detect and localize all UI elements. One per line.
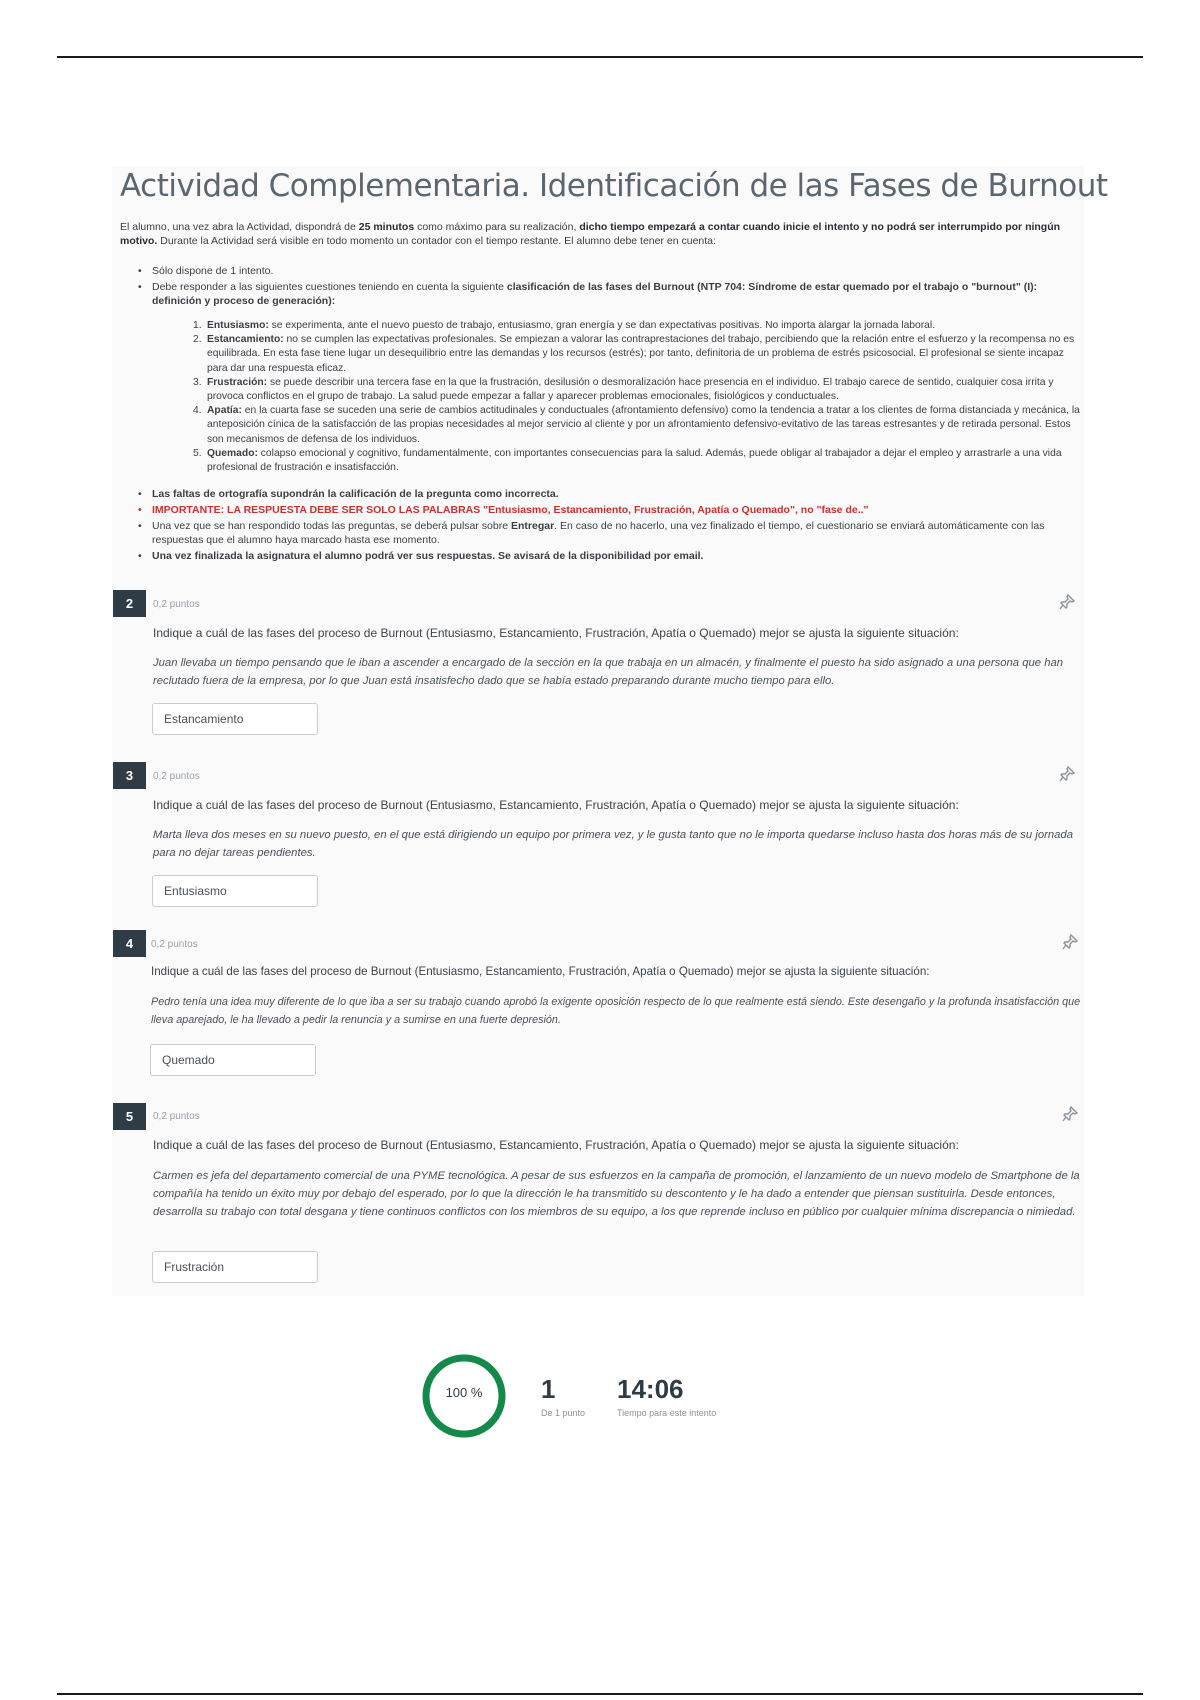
intro-text-c: Durante la Actividad será visible en todo momento un contador con el tiempo restante. El alumno debe tener en cuenta: — [157, 235, 716, 247]
score-points: 1 — [541, 1374, 556, 1404]
phase-number: 5. — [193, 447, 202, 459]
intro-paragraph — [120, 220, 1075, 248]
question-prompt: Indique a cuál de las fases del proceso de Burnout (Entusiasmo, Estancamiento, Frustración, Apatía o Quemado) mejor se ajusta la siguiente situación: — [153, 798, 959, 812]
phase-number: 2. — [193, 334, 202, 346]
phase-name: Entusiasmo: — [207, 320, 269, 331]
question-case: Marta lleva dos meses en su nuevo puesto, en el que está dirigiendo un equipo por primera vez, y le gusta tanto que no le importa quedarse incluso hasta dos horas más de su jornada para no dejar tareas pendientes. — [153, 829, 1074, 859]
question-points: 0,2 puntos — [153, 771, 200, 782]
question-number: 5 — [113, 1103, 146, 1130]
question-points: 0,2 puntos — [153, 1111, 200, 1122]
question-number: 3 — [113, 762, 146, 789]
intro-text-b: como máximo para su realización, — [414, 221, 580, 233]
rules-list-bottom — [138, 487, 1078, 565]
question-number: 4 — [113, 930, 146, 957]
question-points: 0,2 puntos — [153, 599, 200, 610]
question-prompt: Indique a cuál de las fases del proceso de Burnout (Entusiasmo, Estancamiento, Frustración, Apatía o Quemado) mejor se ajusta la siguiente situación: — [153, 626, 959, 640]
rule-classification — [138, 280, 1078, 308]
phase-text: colapso emocional y cognitivo, fundamentalmente, con importantes consecuencias para la salud. Además, puede obligar al trabajador a dejar el empleo y arrastrarle a una vida profesional de frustración e insatisfacción. — [207, 447, 1062, 474]
phase-number: 1. — [193, 320, 202, 331]
phase-item — [193, 447, 1081, 475]
score-points-label: De 1 punto — [541, 1408, 586, 1418]
phase-name: Apatía: — [207, 405, 242, 417]
answer-input[interactable]: Quemado — [150, 1044, 316, 1076]
phase-name: Estancamiento: — [207, 334, 284, 346]
page-bottom-rule — [57, 1693, 1143, 1695]
phase-item — [193, 376, 1081, 404]
pin-icon[interactable] — [1059, 594, 1075, 610]
question-case: Carmen es jefa del departamento comercial de una PYME tecnológica. A pesar de sus esfuerzos en la campaña de promoción, el lanzamiento de un nuevo modelo de Smartphone de la compañía ha tenido un éxito muy por debajo del esperado, por lo que la dirección le ha transmitido su descontento y le ha dado a entender que piensan sustituirla. Desde entonces, desarrolla su trabajo con total desgana y tiene continuos conflictos con los miembros de su equipo, a los que reprende incluso en público por cualquier mínima discrepancia o nimiedad. — [153, 1170, 1080, 1218]
phase-item — [193, 333, 1081, 376]
rule-spelling-text: Las faltas de ortografía supondrán la calificación de la pregunta como incorrecta. — [152, 488, 559, 500]
question-prompt: Indique a cuál de las fases del proceso de Burnout (Entusiasmo, Estancamiento, Frustración, Apatía o Quemado) mejor se ajusta la siguiente situación: — [153, 1138, 959, 1152]
page-top-rule — [57, 56, 1143, 58]
intro-bold: dicho tiempo empezará a contar cuando inicie el intento y no podrá ser interrumpido por ningún motivo. — [120, 221, 1061, 247]
rule-submit — [138, 519, 1078, 547]
answer-input[interactable]: Estancamiento — [152, 703, 318, 735]
question-points: 0,2 puntos — [151, 939, 198, 950]
question-case: Juan llevaba un tiempo pensando que le iban a ascender a encargado de la sección en la que trabaja en un almacén, y finalmente el puesto ha sido asignado a una persona que han reclutado fuera de la empresa, por lo que Juan está insatisfecho dado que se había estado preparando durante mucho tiempo para ello. — [153, 657, 1064, 687]
phases-list — [193, 319, 1081, 475]
attempt-time: 14:06 — [617, 1374, 684, 1404]
rule-submit-text-a: Una vez que se han respondido todas las preguntas, se deberá pulsar sobre — [152, 520, 511, 532]
score-percent: 100 % — [445, 1385, 483, 1400]
phase-text: no se cumplen las expectativas profesionales. Se empiezan a valorar las contraprestaciones del trabajo, percibiendo que la relación entre el esfuerzo y la recompensa no es equilibrada. En esta fase tiene lugar un desequilibrio entre las demandas y los recursos (estrés); por tanto, definitoria de un problema de estrés psicosocial. El profesional se siente incapaz para dar una respuesta eficaz. — [207, 334, 1075, 374]
page-title: Actividad Complementaria. Identificación de las Fases de Burnout — [120, 168, 1108, 204]
rule-review-text: Una vez finalizada la asignatura el alumno podrá ver sus respuestas. Se avisará de la disponibilidad por email. — [152, 550, 704, 562]
phase-name: Quemado: — [207, 447, 258, 459]
phase-text: en la cuarta fase se suceden una serie de cambios actitudinales y conductuales (afrontamiento defensivo) como la tendencia a tratar a los clientes de forma distanciada y mecánica, la anteposición cínica de la satisfacción de las propias necesidades al mejor servicio al cliente y por un afrontamiento defensivo-evitativo de las tareas estresantes y de retirada personal. Estos son mecanismos de defensa de los individuos. — [207, 405, 1080, 445]
phase-item — [193, 319, 1081, 333]
rules-list-top — [138, 264, 1078, 310]
intro-minutes: 25 minutos — [358, 221, 415, 233]
phase-number: 4. — [193, 405, 202, 417]
phase-text: se experimenta, ante el nuevo puesto de trabajo, entusiasmo, gran energía y se dan expectativas positivas. No importa alargar la jornada laboral. — [268, 320, 936, 331]
rule-attempts: • Sólo dispone de 1 intento. — [138, 264, 1078, 278]
rule-classification-text: Debe responder a las siguientes cuestiones teniendo en cuenta la siguiente — [152, 281, 507, 293]
question-number: 2 — [113, 590, 146, 617]
rule-submit-text-b: . En caso de no hacerlo, una vez finalizado el tiempo, el cuestionario se enviará automáticamente con las respuestas que el alumno haya marcado hasta ese momento. — [152, 520, 1045, 546]
answer-input[interactable]: Entusiasmo — [152, 875, 318, 907]
pin-icon[interactable] — [1062, 934, 1078, 950]
phase-item — [193, 404, 1081, 447]
phase-number: 3. — [193, 376, 202, 388]
rule-classification-bold: clasificación de las fases del Burnout (NTP 704: Síndrome de estar quemado por el trabajo o "burnout" (I): definición y proceso de generación): — [152, 281, 1038, 307]
rule-review — [138, 549, 1078, 563]
answer-input[interactable]: Frustración — [152, 1251, 318, 1283]
question-case: Pedro tenía una idea muy diferente de lo que iba a ser su trabajo cuando aprobó la exigente oposición respecto de lo que realmente está siendo. Este desengaño y la profunda insatisfacción que lleva aparejado, le ha llevado a pedir la renuncia y a sumirse en una fuerte depresión. — [151, 996, 1081, 1026]
attempt-time-label: Tiempo para este intento — [617, 1408, 717, 1418]
rule-spelling — [138, 487, 1078, 501]
pin-icon[interactable] — [1059, 766, 1075, 782]
pin-icon[interactable] — [1062, 1106, 1078, 1122]
rule-important: • IMPORTANTE: LA RESPUESTA DEBE SER SOLO LAS PALABRAS "Entusiasmo, Estancamiento, Frustración, Apatía o Quemado", no "fase de.." — [138, 503, 1078, 517]
question-prompt: Indique a cuál de las fases del proceso de Burnout (Entusiasmo, Estancamiento, Frustración, Apatía o Quemado) mejor se ajusta la siguiente situación: — [151, 965, 930, 978]
phase-name: Frustración: — [207, 376, 268, 388]
intro-text-a: El alumno, una vez abra la Actividad, dispondrá de — [120, 221, 359, 233]
rule-submit-bold: Entregar — [510, 520, 555, 532]
phase-text: se puede describir una tercera fase en la que la frustración, desilusión o desmoralización hace presencia en el individuo. El trabajo carece de sentido, cualquier cosa irrita y provoca conflictos en el grupo de trabajo. La salud puede empezar a fallar y aparecer problemas emocionales, fisiológicos y conductuales. — [207, 376, 1054, 403]
